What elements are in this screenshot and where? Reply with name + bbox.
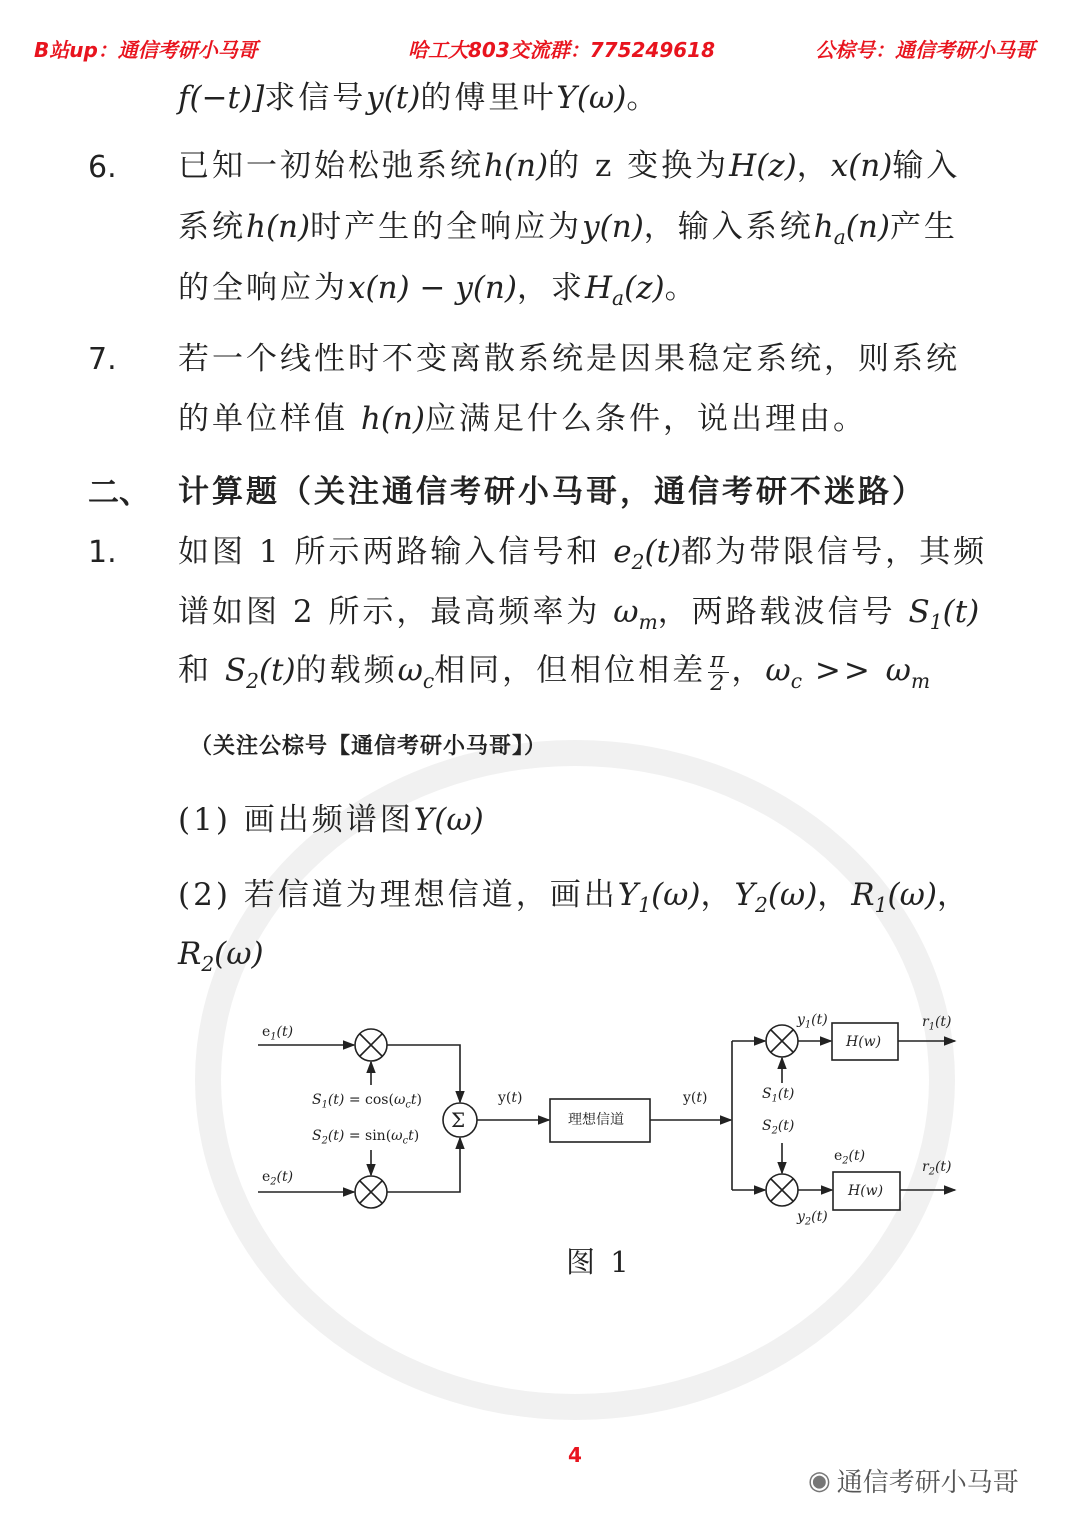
multiplier-2 — [355, 1176, 387, 1208]
math-subscript: 2 — [755, 893, 768, 918]
math-segment: S — [762, 1118, 772, 1134]
label-y-left — [498, 1090, 522, 1106]
fraction-denominator: 2 — [710, 670, 728, 696]
text-segment: 。 — [664, 270, 699, 306]
math-segment: (t) — [777, 1118, 795, 1134]
text-segment: 产生 — [889, 209, 958, 245]
text-segment: （关注公棕号【通信考研小马哥】） — [190, 733, 548, 759]
text-segment: 系统 — [178, 209, 246, 245]
figure-caption: 图 1 — [566, 1245, 632, 1279]
math-segment: x(n) − y(n) — [348, 270, 517, 306]
text-segment: 的单位样值 — [178, 401, 361, 437]
math-segment: y(n) — [582, 209, 644, 245]
math-subscript: 2 — [771, 1125, 778, 1137]
text-segment: e — [262, 1024, 271, 1040]
math-subscript: 2 — [246, 668, 259, 693]
filter-label-2 — [848, 1183, 883, 1199]
wechat-account — [808, 1462, 1019, 1499]
text-segment: Σ — [451, 1108, 466, 1132]
header-bilibili: B站up：通信考研小马哥 — [34, 38, 258, 62]
text-segment: ， — [700, 877, 735, 913]
math-segment: ω — [393, 1092, 406, 1108]
math-segment: h(n) — [484, 148, 549, 184]
label-e1 — [262, 1024, 293, 1045]
math-segment: (t) — [327, 1128, 345, 1144]
math-segment: (t) — [942, 594, 980, 630]
text-segment: ，两路载波信号 — [657, 594, 909, 630]
math-subscript: 2 — [631, 550, 645, 575]
text-segment: 输入 — [892, 148, 961, 184]
math-segment: y(t) — [366, 80, 421, 116]
math-segment: f(−t)] — [178, 80, 265, 116]
math-segment: (z) — [624, 270, 665, 306]
text-segment: 的载频 — [295, 652, 398, 689]
label-e2-right — [834, 1148, 865, 1169]
multiplier-4 — [766, 1174, 798, 1206]
math-segment: y — [797, 1209, 805, 1225]
math-subscript: 2 — [928, 1166, 935, 1178]
math-subscript: 1 — [321, 1099, 328, 1111]
math-segment: Y — [617, 877, 639, 913]
label-s1-def — [312, 1092, 422, 1113]
math-segment: S — [312, 1092, 322, 1108]
text-segment: 。 — [626, 80, 661, 116]
math-segment: t — [696, 1090, 703, 1106]
label-y-right — [683, 1090, 707, 1106]
math-segment: (ω) — [887, 877, 937, 913]
math-segment: ω — [391, 1128, 403, 1144]
math-subscript: 2 — [270, 1176, 277, 1188]
label-y1 — [797, 1012, 828, 1033]
math-subscript: 2 — [804, 1216, 812, 1228]
math-subscript: 1 — [928, 1021, 935, 1033]
channel-label — [568, 1112, 624, 1128]
math-segment: (ω) — [767, 877, 818, 913]
math-subscript: 1 — [270, 1031, 277, 1043]
math-subscript: c — [405, 1099, 411, 1111]
math-segment: (t) — [811, 1012, 828, 1028]
header-account: 公棕号：通信考研小马哥 — [815, 38, 1035, 62]
text-segment: y( — [498, 1090, 512, 1106]
math-subscript: 1 — [771, 1093, 778, 1105]
math-segment: h(n) — [360, 401, 425, 437]
math-segment: (t) — [934, 1014, 952, 1030]
question-number: 1. — [88, 535, 117, 570]
math-segment: (ω) — [651, 877, 701, 913]
text-segment: 的 z 变换为 — [548, 148, 730, 184]
math-subscript: 1 — [804, 1019, 812, 1031]
text-segment: ) — [702, 1090, 708, 1106]
math-subscript: c — [790, 668, 802, 693]
math-segment: r — [922, 1014, 929, 1030]
math-subscript: a — [833, 225, 846, 250]
math-segment: H(w) — [846, 1034, 882, 1050]
math-segment: (t) — [327, 1092, 345, 1108]
text-segment: ， — [936, 877, 971, 913]
math-segment: t — [511, 1090, 518, 1106]
math-segment: R — [178, 936, 202, 972]
text-segment: ，输入系统 — [643, 209, 814, 245]
wechat-icon: ◉ — [808, 1465, 831, 1496]
text-segment: 的全响应为 — [178, 270, 348, 306]
math-subscript: 2 — [201, 952, 215, 977]
label-r1 — [922, 1014, 952, 1035]
math-segment: x(n) — [830, 148, 893, 184]
math-segment: (t) — [258, 652, 296, 689]
text-segment: ) — [416, 1092, 422, 1108]
math-subscript: 2 — [321, 1135, 328, 1147]
text-segment: 应满足什么条件，说出理由。 — [424, 401, 867, 437]
text-segment: = cos( — [344, 1092, 394, 1108]
section-number: 二、 — [88, 475, 150, 511]
math-segment: (t) — [276, 1024, 294, 1040]
text-segment: 都为带限信号，其频 — [681, 534, 988, 570]
text-segment: 谱如图 2 所示，最高频率为 — [178, 594, 614, 630]
text-segment: 若一个线性时不变离散系统是因果稳定系统，则系统 — [178, 341, 960, 377]
text-segment: e — [834, 1148, 843, 1164]
text-segment: ， — [796, 148, 831, 184]
question-number: 6. — [88, 150, 117, 185]
label-s2-def — [312, 1128, 419, 1149]
wechat-name: 通信考研小马哥 — [836, 1468, 1019, 1498]
page-number: 4 — [568, 1443, 582, 1467]
math-segment: H(w) — [848, 1183, 884, 1199]
text-segment: y( — [683, 1090, 697, 1106]
math-segment: y — [797, 1012, 805, 1028]
label-r2 — [922, 1159, 952, 1180]
header-group: 哈工大803交流群：775249618 — [408, 38, 715, 62]
text-segment: e — [262, 1169, 271, 1185]
math-segment: Y(ω) — [556, 80, 627, 116]
math-segment: ω — [765, 652, 791, 689]
math-subscript: 1 — [929, 610, 943, 635]
math-segment: S — [908, 594, 930, 630]
math-segment: t — [410, 1092, 417, 1108]
math-segment: H(z) — [729, 148, 797, 184]
math-subscript: c — [422, 668, 435, 693]
multiplier-1 — [355, 1029, 387, 1061]
math-segment: (t) — [811, 1209, 828, 1225]
math-segment: Y(ω) — [413, 802, 484, 838]
label-e2 — [262, 1169, 293, 1190]
math-subscript: 1 — [874, 893, 888, 918]
math-segment: (ω) — [214, 936, 264, 972]
math-segment: (t) — [848, 1148, 866, 1164]
math-segment: S — [312, 1128, 322, 1144]
math-subscript: m — [910, 668, 931, 693]
text-segment: 时产生的全响应为 — [310, 209, 583, 245]
math-subscript: 1 — [638, 893, 652, 918]
text-segment: ) — [413, 1128, 420, 1144]
text-segment: (1) 画出频谱图 — [178, 802, 414, 838]
math-subscript: a — [612, 286, 625, 311]
math-subscript: m — [638, 610, 658, 635]
label-s2 — [762, 1118, 794, 1139]
question-number: 7. — [88, 342, 117, 377]
math-segment: h(n) — [246, 209, 311, 245]
math-segment: S — [762, 1086, 772, 1102]
math-segment: h — [813, 209, 834, 245]
math-segment: H — [585, 270, 613, 306]
math-segment: (n) — [845, 209, 890, 245]
math-segment: (t) — [777, 1086, 795, 1102]
math-segment: (t) — [934, 1159, 952, 1175]
math-subscript: 2 — [842, 1155, 849, 1167]
text-segment: 理想信道 — [568, 1112, 624, 1128]
text-segment: 如图 1 所示两路输入信号和 — [178, 534, 614, 570]
text-segment: 相同，但相位相差 — [434, 652, 707, 689]
math-segment: r — [922, 1159, 929, 1175]
math-segment: ω — [613, 594, 639, 630]
math-segment: ω — [885, 652, 911, 689]
text-segment: 计算题（关注通信考研小马哥，通信考研不迷路） — [178, 474, 926, 510]
math-segment: e — [613, 534, 632, 570]
text-segment: >> — [801, 652, 886, 689]
filter-label-1 — [846, 1034, 881, 1050]
text-segment: ， — [731, 652, 766, 689]
multiplier-3 — [766, 1025, 798, 1057]
label-s1 — [762, 1086, 794, 1107]
text-segment: ， — [817, 877, 852, 913]
text-segment: 已知一初始松弛系统 — [178, 148, 484, 184]
text-segment: (2) 若信道为理想信道，画出 — [178, 877, 618, 913]
math-segment: Y — [734, 877, 755, 913]
math-segment: (t) — [276, 1169, 294, 1185]
text-segment: ) — [517, 1090, 523, 1106]
text-segment: = sin( — [344, 1128, 392, 1144]
math-segment: S — [224, 652, 247, 689]
text-segment: 的傅里叶 — [420, 80, 557, 116]
math-segment: R — [851, 877, 875, 913]
text-segment: ，求 — [517, 270, 585, 306]
text-segment: 和 — [178, 652, 225, 689]
label-y2 — [797, 1209, 828, 1230]
math-subscript: c — [402, 1135, 409, 1147]
text-segment: 求信号 — [264, 80, 367, 116]
math-segment: ω — [397, 652, 423, 689]
math-segment: t — [408, 1128, 414, 1144]
fraction-numerator: π — [710, 648, 728, 673]
sigma-symbol — [451, 1109, 465, 1131]
math-segment: (t) — [644, 534, 682, 570]
